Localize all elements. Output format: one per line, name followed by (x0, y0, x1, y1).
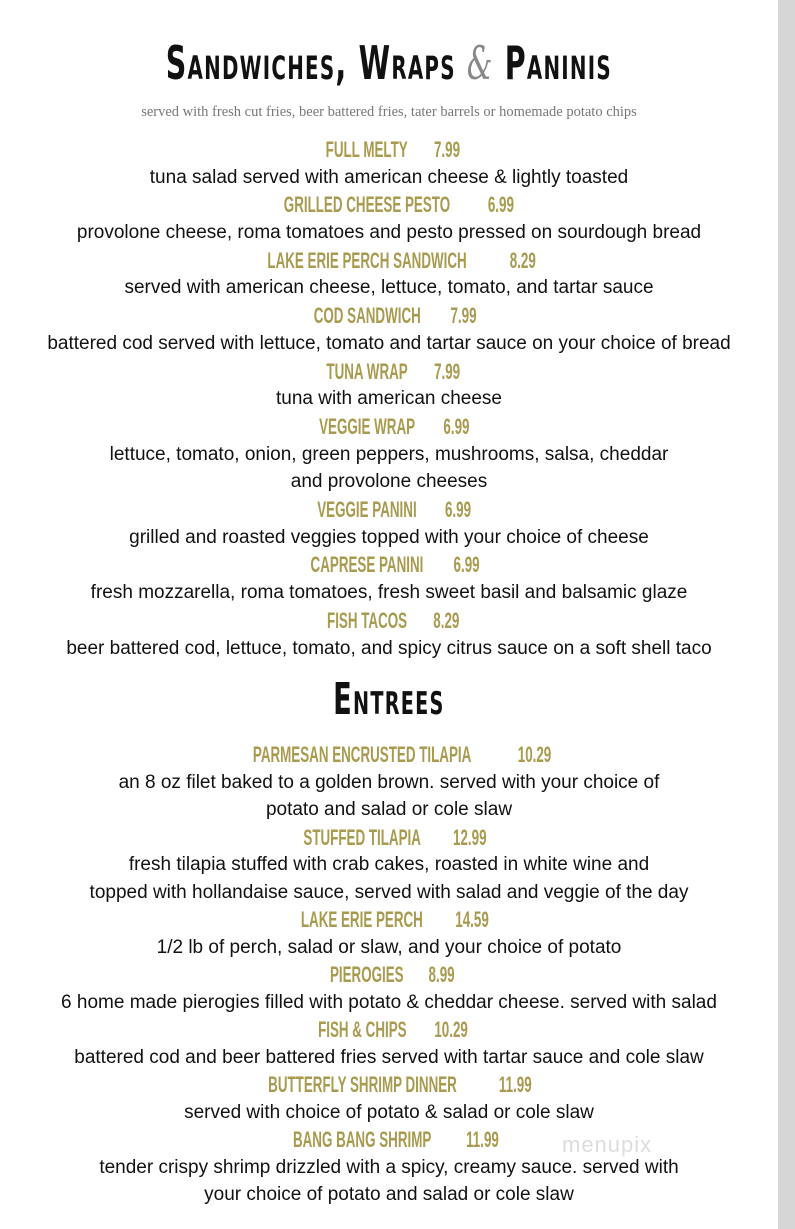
section-heading-entrees: Entrees (333, 674, 445, 725)
menu-item-title (0, 358, 778, 386)
item-name: VEGGIE WRAP (318, 413, 415, 439)
item-description: tender crispy shrimp drizzled with a spicy, creamy sauce. served with (99, 1156, 679, 1178)
item-description: an 8 oz filet baked to a golden brown. served with your choice of (118, 771, 660, 793)
item-price: 7.99 (434, 137, 461, 162)
item-description: 1/2 lb of perch, salad or slaw, and your choice of potato (156, 936, 622, 958)
item-price: 8.29 (509, 247, 536, 273)
item-name: PARMESAN ENCRUSTED TILAPIA (252, 742, 472, 767)
item-name: GRILLED CHEESE PESTO (283, 192, 451, 218)
menu-item-title (0, 191, 778, 219)
item-name: CAPRESE PANINI (310, 552, 424, 578)
item-description: battered cod served with lettuce, tomato and tartar sauce on your choice of bread (47, 332, 731, 354)
item-price: 6.99 (488, 192, 515, 218)
item-price: 12.99 (453, 824, 487, 850)
section-heading-sandwiches: Sandwiches, Wraps & Paninis (165, 36, 613, 90)
item-description: tuna with american cheese (275, 388, 502, 410)
item-name: PIEROGIES (330, 962, 404, 987)
item-description: battered cod and beer battered fries served with tartar sauce and cole slaw (74, 1046, 704, 1068)
menu-item-title (0, 607, 778, 635)
item-price: 7.99 (450, 303, 477, 329)
menu-item-title (0, 136, 778, 164)
item-price: 10.29 (434, 1017, 468, 1042)
item-description: served with choice of potato & salad or cole slaw (184, 1101, 594, 1123)
item-name: LAKE ERIE PERCH (301, 907, 424, 932)
item-name: FULL MELTY (325, 137, 408, 162)
item-price: 8.29 (432, 607, 459, 633)
item-price: 6.99 (445, 497, 472, 523)
menu-item-title (0, 906, 778, 934)
menu-item-title (0, 1126, 778, 1154)
item-description: tuna salad served with american cheese & lightly toasted (149, 166, 629, 188)
item-description: your choice of potato and salad or cole slaw (204, 1184, 574, 1205)
item-description: potato and salad or cole slaw (265, 799, 513, 820)
item-name: FISH & CHIPS (317, 1017, 407, 1042)
ampersand-ornament: & (467, 36, 494, 90)
item-price: 6.99 (453, 552, 480, 578)
item-description: fresh tilapia stuffed with crab cakes, roasted in white wine and (128, 854, 650, 875)
item-name: BANG BANG SHRIMP (293, 1127, 432, 1152)
item-price: 6.99 (442, 413, 469, 439)
watermark: menupix (562, 1132, 653, 1157)
item-name: COD SANDWICH (313, 303, 421, 329)
item-price: 11.99 (466, 1127, 500, 1152)
menu-item-title (0, 302, 778, 330)
menu-item-title (0, 413, 778, 441)
menu-item-title (0, 961, 778, 989)
item-name: FISH TACOS (326, 607, 407, 633)
item-price: 11.99 (499, 1072, 532, 1097)
item-description: grilled and roasted veggies topped with your choice of cheese (129, 526, 649, 548)
item-name: VEGGIE PANINI (317, 497, 417, 523)
entrees-list (0, 741, 778, 1209)
item-name: BUTTERFLY SHRIMP DINNER (268, 1072, 457, 1097)
menu-item-title (0, 1071, 778, 1099)
item-price: 14.59 (455, 907, 490, 932)
item-description: provolone cheese, roma tomatoes and pesto pressed on sourdough bread (76, 222, 702, 244)
menu-item-title (0, 496, 778, 524)
item-description: lettuce, tomato, onion, green peppers, mushrooms, salsa, cheddar (109, 443, 669, 465)
item-name: STUFFED TILAPIA (303, 824, 421, 850)
item-description: 6 home made pierogies filled with potato & cheddar cheese. served with salad (61, 991, 717, 1013)
item-description: served with american cheese, lettuce, tomato, and tartar sauce (124, 277, 654, 299)
menu-item-title (0, 247, 778, 275)
sandwiches-list (0, 136, 778, 662)
item-description: topped with hollandaise sauce, served with salad and veggie of the day (89, 881, 689, 903)
item-price: 8.99 (428, 962, 455, 987)
item-description: fresh mozzarella, roma tomatoes, fresh sweet basil and balsamic glaze (90, 582, 688, 604)
menu-item-title (0, 1016, 778, 1044)
menu-item-title (0, 824, 778, 852)
item-name: TUNA WRAP (326, 358, 408, 384)
item-price: 7.99 (433, 358, 460, 384)
section-subtitle: served with fresh cut fries, beer battered fries, tater barrels or homemade potato chips (141, 104, 637, 120)
menu-item-title (0, 741, 778, 769)
item-name: LAKE ERIE PERCH SANDWICH (267, 247, 467, 273)
item-price: 10.29 (517, 742, 552, 767)
menu-item-title (0, 551, 778, 579)
item-description: beer battered cod, lettuce, tomato, and spicy citrus sauce on a soft shell taco (66, 637, 712, 659)
item-description: and provolone cheeses (290, 471, 488, 493)
